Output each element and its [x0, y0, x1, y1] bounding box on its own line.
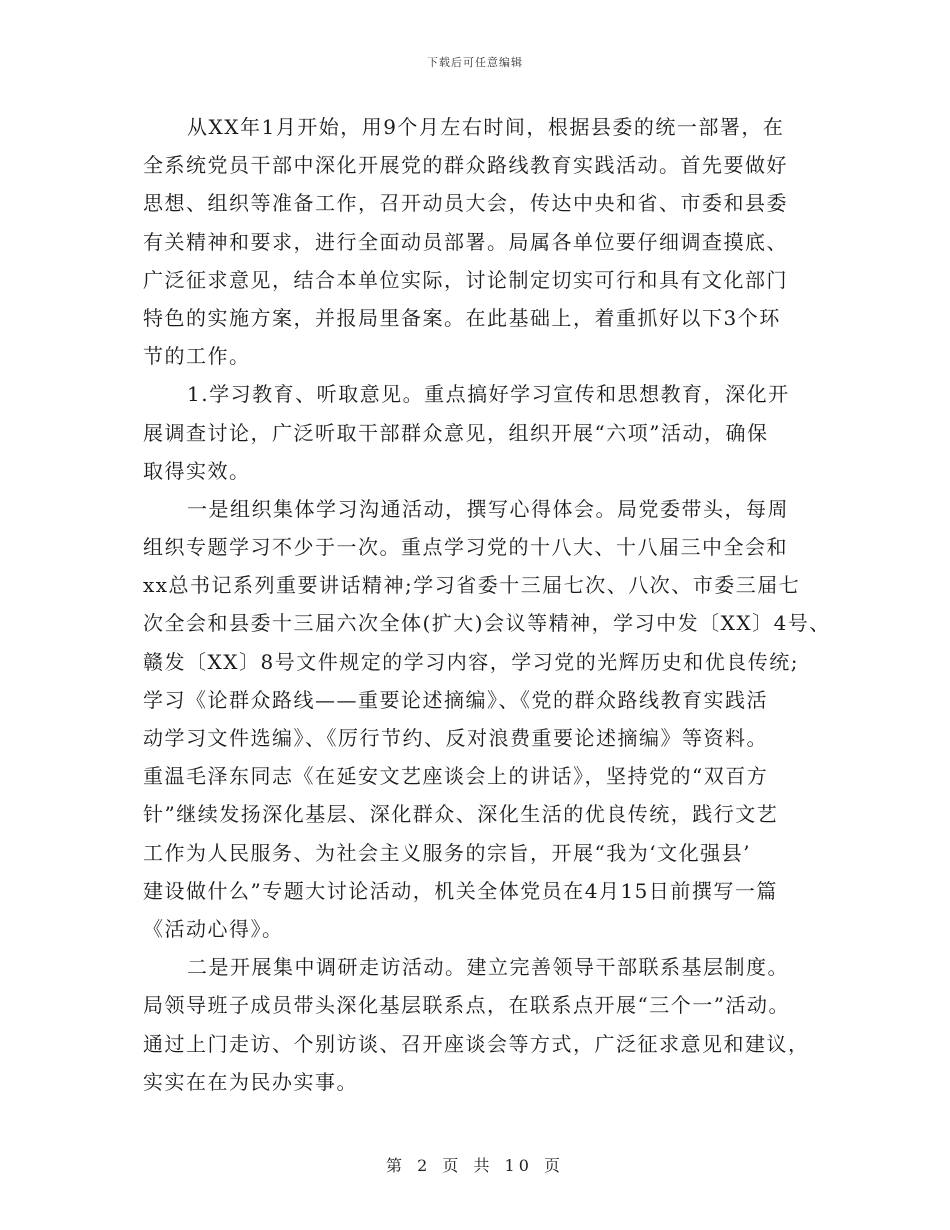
paragraph-section-1 [143, 375, 808, 490]
paragraph-item-2 [143, 948, 808, 1101]
text-line: 展调查讨论，广泛听取干部群众意见，组织开展“六项”活动，确保 [143, 420, 769, 445]
text-line: xx总书记系列重要讲话精神;学习省委十三届七次、八次、市委三届七 [143, 573, 801, 598]
text-line: 动学习文件选编》、《厉行节约、反对浪费重要论述摘编》等资料。 [143, 726, 768, 750]
text-line: 二是开展集中调研走访活动。建立完善领导干部联系基层制度。 [187, 955, 789, 980]
text-line: 工作为人民服务、为社会主义服务的宗旨，开展“我为‘文化强县’ [143, 840, 751, 865]
text-line: 实实在在为民办实事。 [143, 1069, 358, 1094]
text-line: 学习《论群众路线——重要论述摘编》、《党的群众路线教育实践活 [143, 687, 768, 712]
text-line: 节的工作。 [143, 344, 251, 369]
document-body [143, 108, 831, 1101]
text-line: 赣发〔XX〕8号文件规定的学习内容，学习党的光辉历史和优良传统; [143, 649, 799, 674]
text-line: 建设做什么”专题大讨论活动，机关全体党员在4月15日前撰写一篇 [143, 878, 778, 903]
text-line: 通过上门走访、个别访谈、召开座谈会等方式，广泛征求意见和建议， [143, 1031, 810, 1056]
text-line: 重温毛泽东同志《在延安文艺座谈会上的讲话》，坚持党的“双百方 [143, 764, 769, 789]
text-line: 《活动心得》。 [143, 916, 284, 941]
page-number: 第 2 页 共 10 页 [386, 1156, 564, 1175]
text-line: 次全会和县委十三届六次全体(扩大)会议等精神，学习中发〔XX〕4号、 [143, 611, 831, 636]
text-line: 针”继续发扬深化基层、深化群众、深化生活的优良传统，践行文艺 [143, 802, 779, 827]
text-line: 组织专题学习不少于一次。重点学习党的十八大、十八届三中全会和 [143, 535, 788, 560]
text-line: 局领导班子成员带头深化基层联系点，在联系点开展“三个一”活动。 [143, 993, 790, 1018]
text-line: 有关精神和要求，进行全面动员部署。局属各单位要仔细调查摸底、 [143, 229, 788, 254]
text-line: 取得实效。 [143, 458, 251, 483]
text-line: 全系统党员干部中深化开展党的群众路线教育实践活动。首先要做好 [143, 153, 788, 178]
paragraph-intro [143, 108, 808, 375]
header-note: 下载后可任意编辑 [427, 56, 523, 69]
text-line: 从XX年1月开始，用9个月左右时间，根据县委的统一部署，在 [187, 115, 785, 139]
text-line: 1.学习教育、听取意见。重点搞好学习宣传和思想教育，深化开 [187, 382, 790, 407]
paragraph-item-1 [143, 490, 831, 948]
text-line: 广泛征求意见，结合本单位实际，讨论制定切实可行和具有文化部门 [143, 267, 788, 292]
text-line: 思想、组织等准备工作，召开动员大会，传达中央和省、市委和县委 [143, 191, 788, 216]
text-line: 特色的实施方案，并报局里备案。在此基础上，着重抓好以下3个环 [143, 305, 781, 330]
text-line: 一是组织集体学习沟通活动，撰写心得体会。局党委带头，每周 [187, 496, 789, 521]
